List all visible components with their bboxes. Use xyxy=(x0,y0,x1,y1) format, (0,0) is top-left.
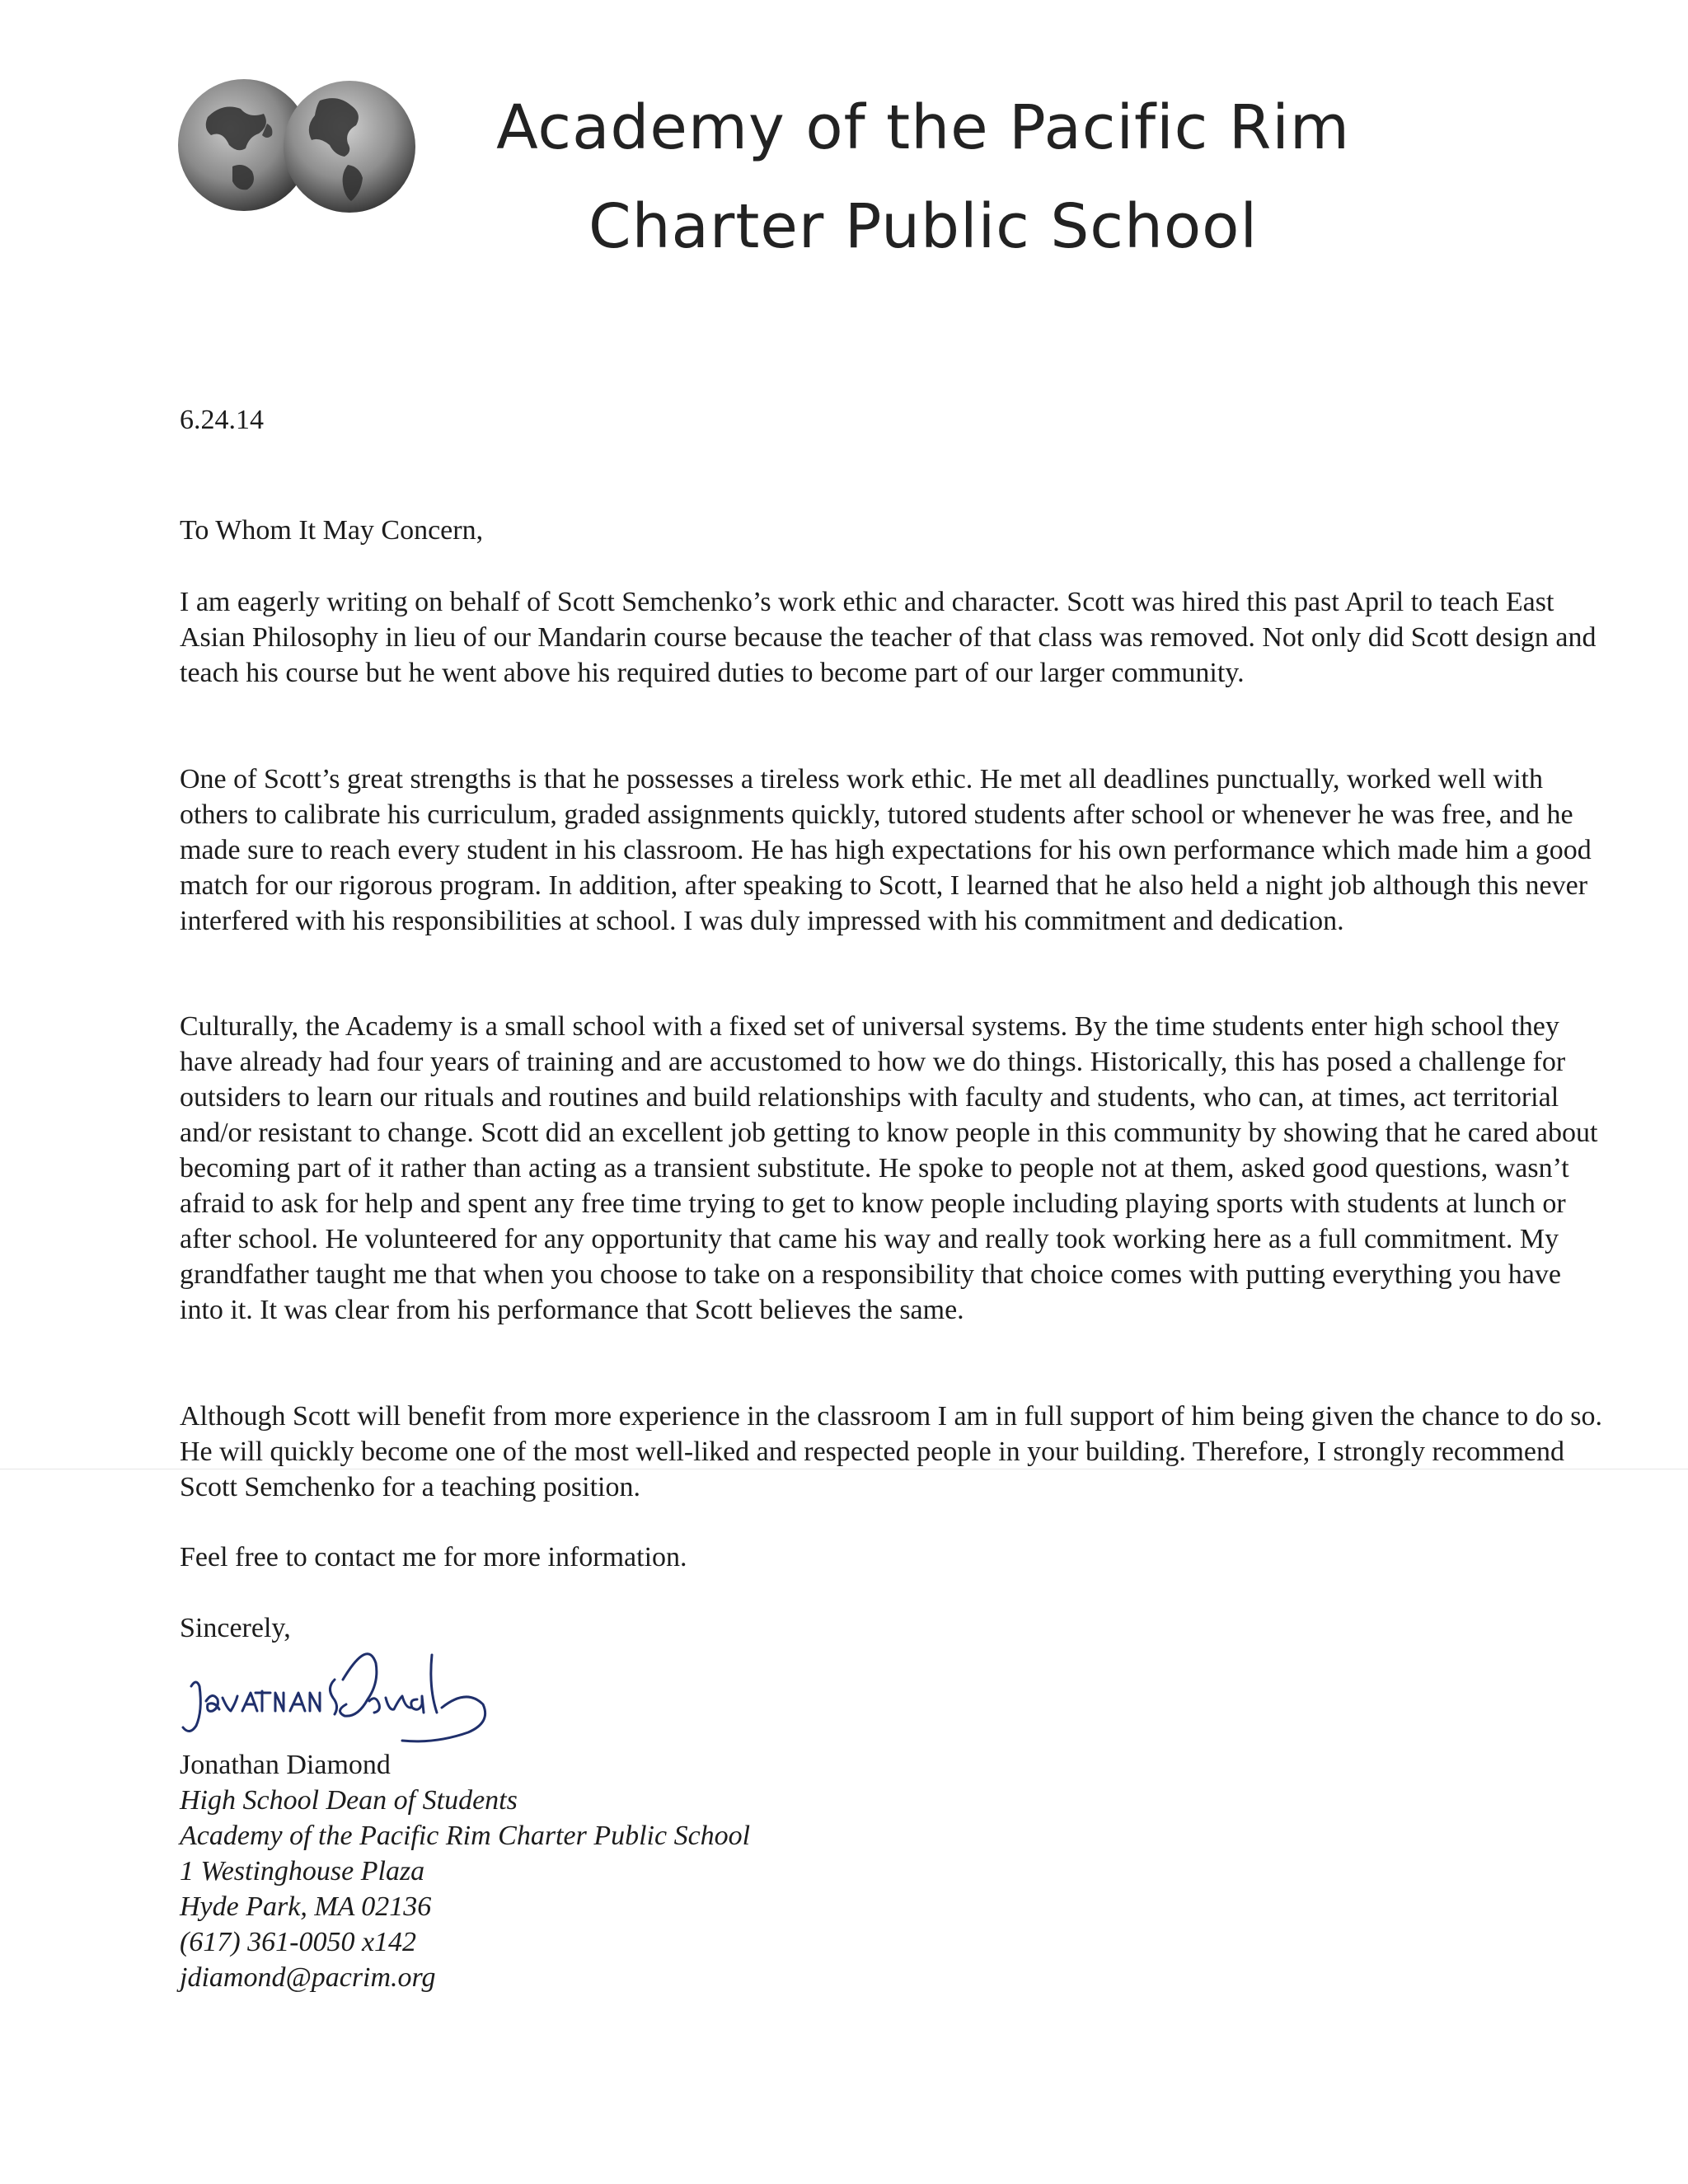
salutation: To Whom It May Concern, xyxy=(180,515,484,546)
signer-name: Jonathan Diamond xyxy=(180,1750,391,1780)
signature-block xyxy=(180,1747,750,1995)
school-name-line-2: Charter Public School xyxy=(588,191,1259,262)
body-paragraph-3: Culturally, the Academy is a small school with a fixed set of universal systems. By the time students enter high school they have already had four years of training and are accustomed to how we do things. Historically, this has posed a challenge for outsiders to learn our rituals and routines and build relationships with faculty and students, who can, at times, act territorial and/or resistant to change. Scott did an excellent job getting to know people in this community by showing that he cared about becoming part of it rather than acting as a transient substitute. He spoke to people not at them, asked good questions, wasn’t afraid to ask for help and spent any free time trying to get to know people including playing sports with students at lunch or after school. He volunteered for any opportunity that came his way and really took working here as a full commitment. My grandfather taught me that when you choose to take on a responsibility that choice comes with putting everything you have into it. It was clear from his performance that Scott believes the same. xyxy=(180,1011,1598,1325)
twin-globes-icon xyxy=(175,76,422,216)
letterhead xyxy=(0,0,1688,297)
body-paragraph-1: I am eagerly writing on behalf of Scott Semchenko’s work ethic and character. Scott was hired this past April to teach East Asian Philosophy in lieu of our Mandarin course because the teacher of that class was removed. Not only did Scott design and teach his course but he went above his required duties to become part of our larger community. xyxy=(180,587,1597,688)
body-paragraph-2: One of Scott’s great strengths is that he possesses a tireless work ethic. He met all deadlines punctually, worked well with others to calibrate his curriculum, graded assignments quickly, tutored students after school or whenever he was free, and he made sure to reach every student in his classroom. He has high expectations for his own performance which made him a good match for our rigorous program. In addition, after speaking to Scott, I learned that he also held a night job although this never interfered with his responsibilities at school. I was duly impressed with his commitment and dedication. xyxy=(180,764,1592,936)
body-paragraph-5: Feel free to contact me for more information. xyxy=(180,1542,687,1572)
body-paragraph-4: Although Scott will benefit from more experience in the classroom I am in full support of him being given the chance to do so. He will quickly become one of the most well-liked and respected people in your building. Therefore, I strongly recommend Scott Semchenko for a teaching position. xyxy=(180,1401,1603,1502)
phone-number: (617) 361-0050 x142 xyxy=(180,1927,417,1957)
closing: Sincerely, xyxy=(180,1613,291,1643)
signer-title: High School Dean of Students xyxy=(180,1785,518,1816)
signer-organization: Academy of the Pacific Rim Charter Public School xyxy=(180,1821,751,1851)
address-line-1: 1 Westinghouse Plaza xyxy=(180,1856,425,1886)
email-address: jdiamond@pacrim.org xyxy=(180,1962,436,1993)
school-name-line-1: Academy of the Pacific Rim xyxy=(496,92,1350,163)
letter-date: 6.24.14 xyxy=(180,405,264,435)
handwritten-signature xyxy=(173,1622,552,1746)
address-line-2: Hyde Park, MA 02136 xyxy=(180,1891,432,1922)
